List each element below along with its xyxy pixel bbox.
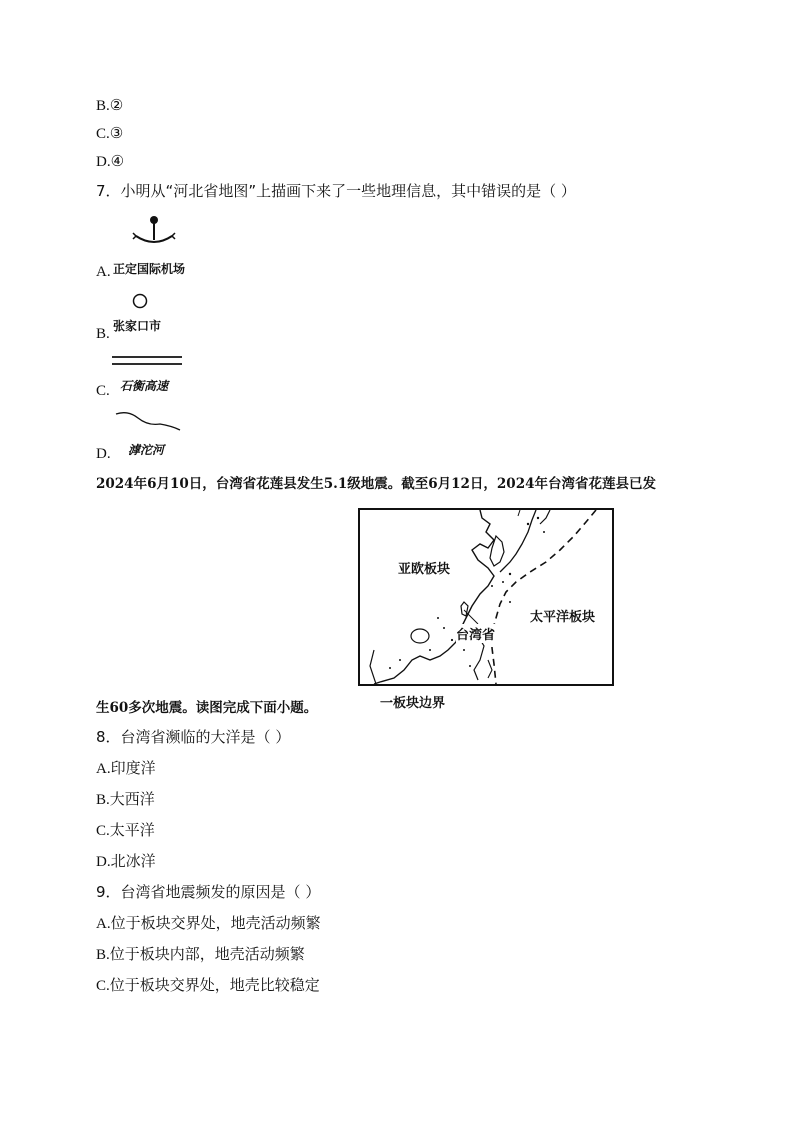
option-letter: B.	[96, 792, 110, 808]
option-label: 张家口市	[113, 319, 162, 333]
option-label: 石衡高速	[120, 379, 169, 393]
q9-stem: 9．台湾省地震频发的原因是（ ）	[96, 883, 321, 901]
label-pacific-plate: 太平洋板块	[530, 606, 595, 625]
option-letter: B.	[96, 326, 110, 342]
option-letter: D.	[96, 446, 111, 462]
q8-stem: 8．台湾省濒临的大洋是（ ）	[96, 728, 291, 746]
q8-option-b[interactable]	[96, 789, 155, 810]
q6-option-c[interactable]	[96, 123, 123, 144]
q7-stem: 7．小明从“河北省地图”上描画下来了一些地理信息，其中错误的是（ ）	[96, 182, 576, 200]
map-drawing	[360, 510, 612, 684]
option-letter: D.	[96, 854, 111, 870]
option-letter: A.	[96, 761, 111, 777]
option-text: ③	[109, 124, 124, 142]
option-text: 北冰洋	[110, 852, 156, 870]
q8-option-c[interactable]	[96, 820, 155, 841]
q9-option-a[interactable]	[96, 913, 321, 934]
option-label: 滹沱河	[128, 443, 165, 457]
option-text: 大西洋	[109, 790, 155, 808]
map-legend: 一板块边界	[380, 696, 446, 711]
option-letter: B.	[96, 98, 110, 114]
q8-option-d[interactable]	[96, 851, 156, 872]
option-text: 位于板块内部，地壳活动频繁	[109, 945, 305, 963]
q9-option-c[interactable]	[96, 975, 320, 996]
plate-map	[358, 508, 614, 686]
q9-option-b[interactable]	[96, 944, 305, 965]
option-letter: B.	[96, 947, 110, 963]
option-letter: A.	[96, 916, 111, 932]
airport-icon	[128, 214, 180, 250]
option-letter: C.	[96, 126, 110, 142]
option-letter: C.	[96, 383, 110, 399]
passage-line-2: 生60多次地震。读图完成下面小题。	[96, 700, 318, 716]
option-letter: A.	[96, 264, 111, 280]
option-text: 印度洋	[110, 759, 156, 777]
option-label: 正定国际机场	[113, 262, 186, 276]
passage-line-1: 2024年6月10日，台湾省花莲县发生5.1级地震。截至6月12日，2024年台湾省花莲县已发	[96, 476, 656, 492]
label-eurasian-plate: 亚欧板块	[398, 558, 450, 577]
option-letter: C.	[96, 978, 110, 994]
option-text: 位于板块交界处，地壳活动频繁	[110, 914, 321, 932]
label-taiwan: 台湾省	[456, 624, 495, 643]
q6-option-d[interactable]	[96, 151, 124, 172]
option-text: ④	[110, 152, 125, 170]
q6-option-b[interactable]	[96, 95, 123, 116]
q8-option-a[interactable]	[96, 758, 156, 779]
option-text: 太平洋	[109, 821, 155, 839]
option-letter: D.	[96, 154, 111, 170]
option-text: ②	[109, 96, 124, 114]
river-wave-icon	[114, 408, 184, 434]
city-circle-icon	[131, 292, 149, 310]
option-letter: C.	[96, 823, 110, 839]
option-text: 位于板块交界处，地壳比较稳定	[109, 976, 320, 994]
double-line-icon	[110, 354, 184, 368]
